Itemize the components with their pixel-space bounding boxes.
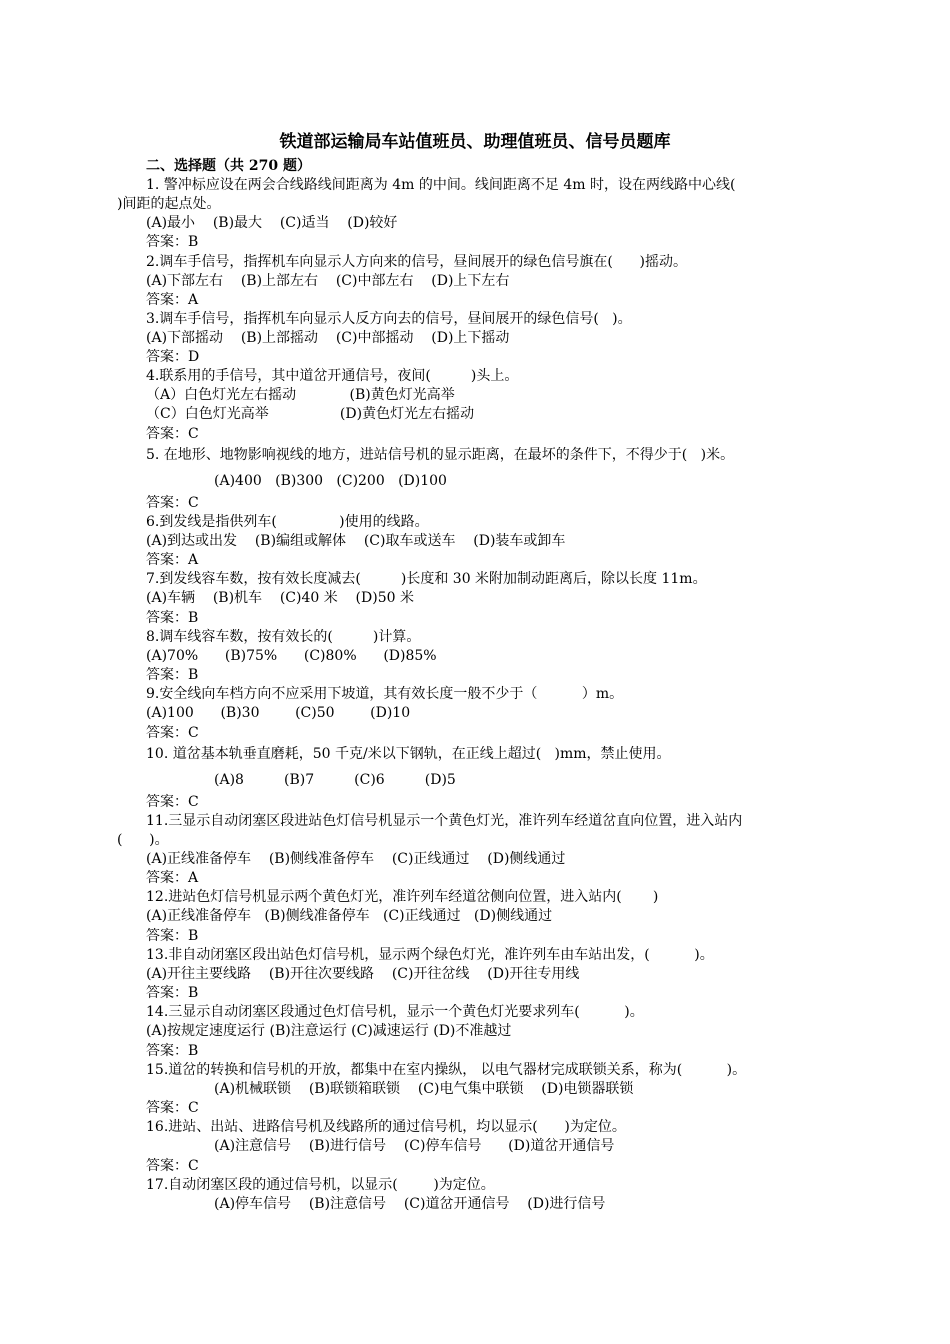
option-line: (A)注意信号 (B)进行信号 (C)停车信号 (D)道岔开通信号 bbox=[214, 1138, 615, 1154]
option-line: (A)停车信号 (B)注意信号 (C)道岔开通信号 (D)进行信号 bbox=[214, 1196, 606, 1212]
option-line: (A)100 (B)30 (C)50 (D)10 bbox=[146, 705, 411, 721]
answer-line: 答案：B bbox=[146, 234, 199, 250]
answer-line: 答案：B bbox=[146, 985, 199, 1001]
option-line: (A)下部摇动 (B)上部摇动 (C)中部摇动 (D)上下摇动 bbox=[146, 330, 510, 346]
question-line: 11.三显示自动闭塞区段进站色灯信号机显示一个黄色灯光，准许列车经道岔直向位置，进入站内 bbox=[146, 813, 743, 829]
page-title: 铁道部运输局车站值班员、助理值班员、信号员题库 bbox=[279, 132, 671, 152]
answer-line: 答案：B bbox=[146, 1043, 199, 1059]
question-line: 4.联系用的手信号，其中道岔开通信号，夜间( )头上。 bbox=[146, 368, 519, 384]
option-line: (A)按规定速度运行 (B)注意运行 (C)减速运行 (D)不准越过 bbox=[146, 1023, 512, 1039]
answer-line: 答案：C bbox=[146, 426, 199, 442]
option-line: (A)70% (B)75% (C)80% (D)85% bbox=[146, 648, 437, 664]
question-line: 9.安全线向车档方向不应采用下坡道，其有效长度一般不少于（ ）m。 bbox=[146, 686, 624, 702]
question-line: 17.自动闭塞区段的通过信号机，以显示( )为定位。 bbox=[146, 1177, 495, 1193]
option-line: (A)400 (B)300 (C)200 (D)100 bbox=[214, 473, 447, 489]
question-line: 5. 在地形、地物影响视线的地方，进站信号机的显示距离，在最坏的条件下，不得少于( )米。 bbox=[146, 447, 735, 463]
option-line: (A)机械联锁 (B)联锁箱联锁 (C)电气集中联锁 (D)电锁器联锁 bbox=[214, 1081, 634, 1097]
answer-line: 答案：B bbox=[146, 610, 199, 626]
option-line: （A）白色灯光左右摇动 (B)黄色灯光高举 bbox=[146, 387, 455, 403]
text-line: )间距的起点处。 bbox=[117, 196, 221, 212]
option-line: (A)正线准备停车 (B)侧线准备停车 (C)正线通过 (D)侧线通过 bbox=[146, 851, 566, 867]
answer-line: 答案：C bbox=[146, 1158, 199, 1174]
answer-line: 答案：C bbox=[146, 495, 199, 511]
option-line: (A)正线准备停车 (B)侧线准备停车 (C)正线通过 (D)侧线通过 bbox=[146, 908, 553, 924]
question-line: 3.调车手信号，指挥机车向显示人反方向去的信号，昼间展开的绿色信号( )。 bbox=[146, 311, 632, 327]
section-heading: 二、选择题（共 270 题） bbox=[146, 158, 311, 174]
answer-line: 答案：A bbox=[146, 292, 199, 308]
answer-line: 答案：A bbox=[146, 552, 199, 568]
question-line: 7.到发线容车数，按有效长度减去( )长度和 30 米附加制动距离后，除以长度 11m。 bbox=[146, 571, 707, 587]
answer-line: 答案：C bbox=[146, 794, 199, 810]
option-line: （C）白色灯光高举 (D)黄色灯光左右摇动 bbox=[146, 406, 475, 422]
answer-line: 答案：B bbox=[146, 928, 199, 944]
option-line: (A)开往主要线路 (B)开往次要线路 (C)开往岔线 (D)开往专用线 bbox=[146, 966, 580, 982]
question-line: ( )。 bbox=[117, 832, 169, 848]
question-line: 10. 道岔基本轨垂直磨耗，50 千克/米以下钢轨，在正线上超过( )mm，禁止使用。 bbox=[146, 746, 671, 762]
answer-line: 答案：B bbox=[146, 667, 199, 683]
question-line: 12.进站色灯信号机显示两个黄色灯光，准许列车经道岔侧向位置，进入站内( ) bbox=[146, 889, 659, 905]
question-line: 14.三显示自动闭塞区段通过色灯信号机，显示一个黄色灯光要求列车( )。 bbox=[146, 1004, 644, 1020]
option-line: (A)最小 (B)最大 (C)适当 (D)较好 bbox=[146, 215, 398, 231]
question-line: 15.道岔的转换和信号机的开放，都集中在室内操纵， 以电气器材完成联锁关系，称为( )。 bbox=[146, 1062, 747, 1078]
answer-line: 答案：A bbox=[146, 870, 199, 886]
option-line: (A)到达或出发 (B)编组或解体 (C)取车或送车 (D)装车或卸车 bbox=[146, 533, 566, 549]
question-line: 8.调车线容车数，按有效长的( )计算。 bbox=[146, 629, 421, 645]
option-line: (A)8 (B)7 (C)6 (D)5 bbox=[214, 772, 456, 788]
answer-line: 答案：C bbox=[146, 725, 199, 741]
text-line: 1. 警冲标应设在两会合线路线间距离为 4m 的中间。线间距离不足 4m 时，设在两线路中心线( bbox=[146, 177, 736, 193]
question-line: 13.非自动闭塞区段出站色灯信号机，显示两个绿色灯光，准许列车由车站出发，( )。 bbox=[146, 947, 714, 963]
answer-line: 答案：D bbox=[146, 349, 200, 365]
answer-line: 答案：C bbox=[146, 1100, 199, 1116]
question-line: 2.调车手信号，指挥机车向显示人方向来的信号，昼间展开的绿色信号旗在( )摇动。 bbox=[146, 254, 687, 270]
question-line: 6.到发线是指供列车( )使用的线路。 bbox=[146, 514, 429, 530]
option-line: (A)车辆 (B)机车 (C)40 米 (D)50 米 bbox=[146, 590, 414, 606]
option-line: (A)下部左右 (B)上部左右 (C)中部左右 (D)上下左右 bbox=[146, 273, 510, 289]
question-line: 16.进站、出站、进路信号机及线路所的通过信号机，均以显示( )为定位。 bbox=[146, 1119, 626, 1135]
